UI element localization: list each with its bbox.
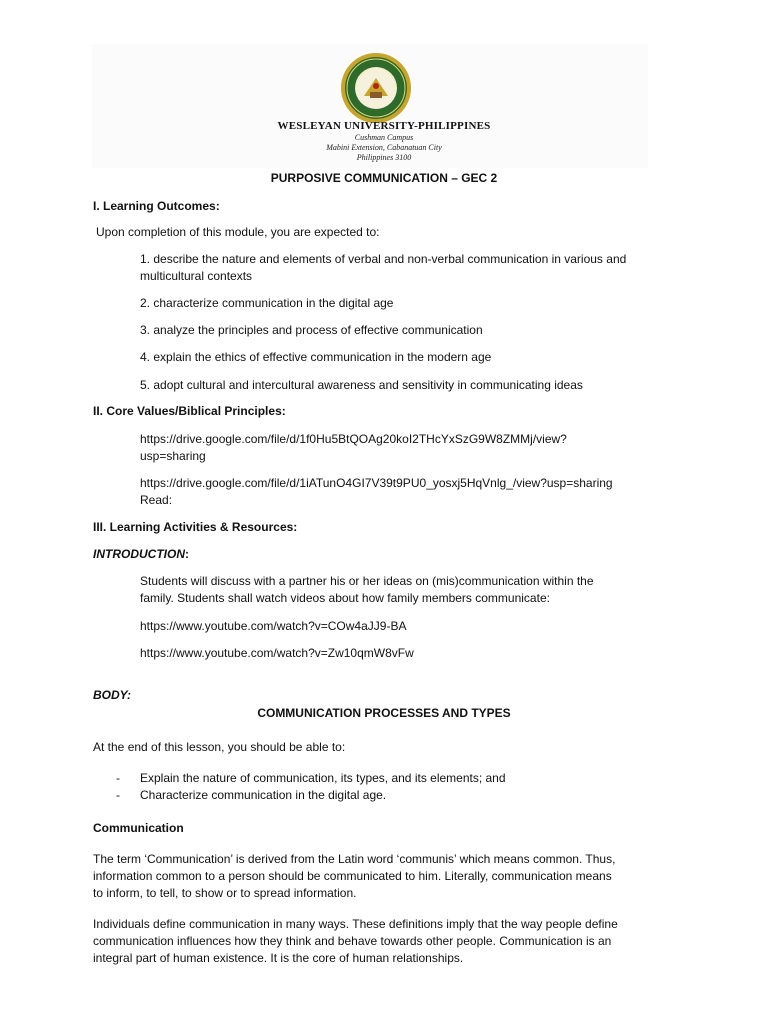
outcomes-intro: Upon completion of this module, you are expected to: <box>96 225 380 239</box>
introduction-colon: : <box>185 547 189 561</box>
youtube-link-2[interactable]: https://www.youtube.com/watch?v=Zw10qmW8vFw <box>140 646 414 660</box>
paragraph-line: information common to a person should be communicated to him. Literally, communication means <box>93 869 612 883</box>
drive-link-1-continued[interactable]: usp=sharing <box>140 449 206 463</box>
outcome-item: 2. characterize communication in the digital age <box>140 296 394 310</box>
bullet-mark: - <box>116 788 120 802</box>
paragraph-line: to inform, to tell, to show or to spread information. <box>93 886 357 900</box>
bullet-item: Explain the nature of communication, its types, and its elements; and <box>140 771 506 785</box>
outcome-item: 5. adopt cultural and intercultural awareness and sensitivity in communicating ideas <box>140 378 583 392</box>
country-line: Philippines 3100 <box>356 153 412 162</box>
outcome-item: 3. analyze the principles and process of effective communication <box>140 323 483 337</box>
introduction-label-row <box>93 546 189 563</box>
bullet-mark: - <box>116 771 120 785</box>
body-label: BODY: <box>93 688 132 702</box>
communication-subheading: Communication <box>93 821 184 835</box>
outcome-item: 1. describe the nature and elements of verbal and non-verbal communication in various and <box>140 252 627 266</box>
core-values-heading: II. Core Values/Biblical Principles: <box>93 404 286 418</box>
read-label: Read: <box>140 493 173 507</box>
drive-link-2[interactable]: https://drive.google.com/file/d/1iATunO4GI7V39t9PU0_yosxj5HqVnlg_/view?usp=sharing <box>140 476 613 490</box>
section-title: COMMUNICATION PROCESSES AND TYPES <box>257 706 511 720</box>
university-seal-icon <box>340 52 412 124</box>
paragraph-line: Individuals define communication in many ways. These definitions imply that the way people define <box>93 917 618 931</box>
university-name: WESLEYAN UNIVERSITY-PHILIPPINES <box>277 120 491 132</box>
document-title: PURPOSIVE COMMUNICATION – GEC 2 <box>270 171 498 185</box>
address-line: Mabini Extension, Cabanatuan City <box>326 143 442 152</box>
lesson-intro: At the end of this lesson, you should be able to: <box>93 740 346 754</box>
drive-link-1[interactable]: https://drive.google.com/file/d/1f0Hu5BtQOAg20koI2THcYxSzG9W8ZMMj/view? <box>140 432 567 446</box>
paragraph-line: The term ‘Communication’ is derived from the Latin word ‘communis’ which means common. Thus, <box>93 852 616 866</box>
learning-outcomes-heading: I. Learning Outcomes: <box>93 199 220 213</box>
introduction-text-continued: family. Students shall watch videos about how family members communicate: <box>140 591 550 605</box>
bullet-item: Characterize communication in the digital age. <box>140 788 387 802</box>
outcome-item-continued: multicultural contexts <box>140 269 253 283</box>
paragraph-line: communication influences how they think and behave towards other people. Communication is an <box>93 934 612 948</box>
introduction-label: INTRODUCTION <box>93 547 185 561</box>
campus-line: Cushman Campus <box>354 133 414 142</box>
paragraph-line: integral part of human existence. It is the core of human relationships. <box>93 951 464 965</box>
introduction-text: Students will discuss with a partner his or her ideas on (mis)communication within the <box>140 574 594 588</box>
outcome-item: 4. explain the ethics of effective communication in the modern age <box>140 350 492 364</box>
activities-heading: III. Learning Activities & Resources: <box>93 520 298 534</box>
youtube-link-1[interactable]: https://www.youtube.com/watch?v=COw4aJJ9-BA <box>140 619 407 633</box>
